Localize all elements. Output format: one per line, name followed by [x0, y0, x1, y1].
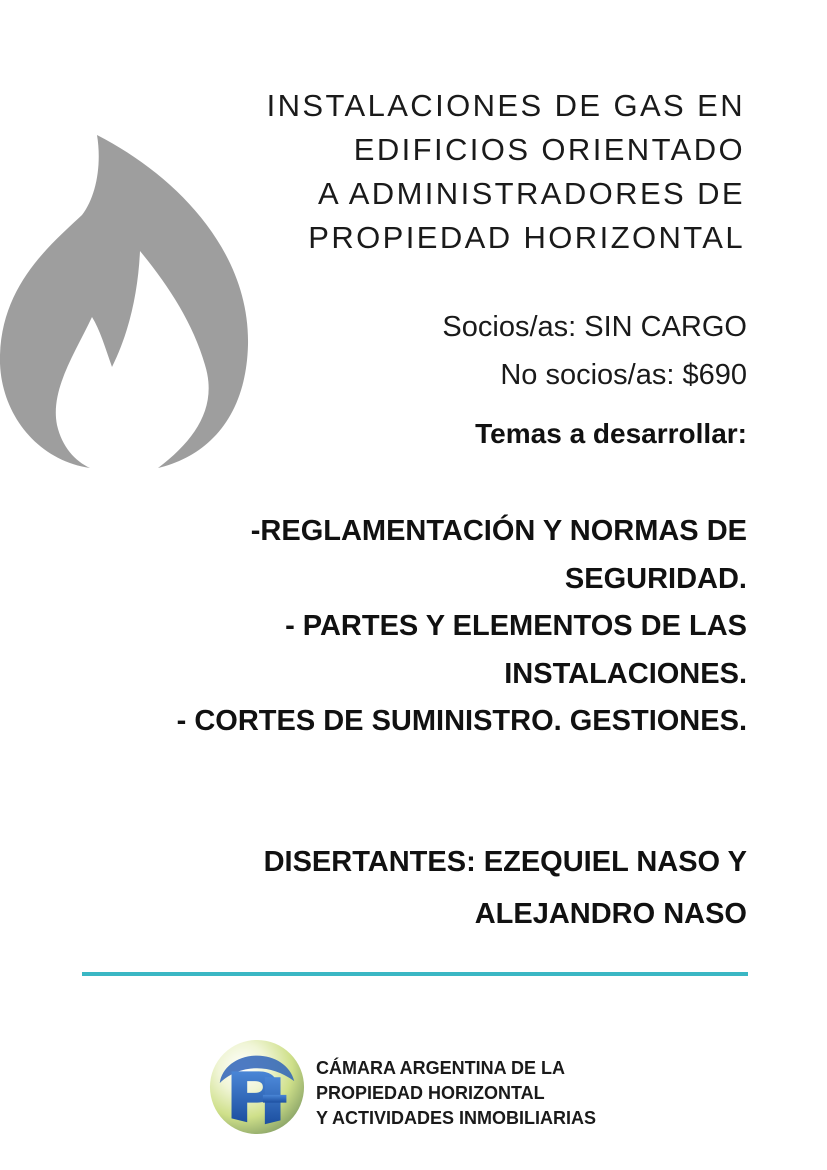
topic-line: INSTALACIONES. — [504, 657, 747, 690]
pricing-block — [247, 303, 747, 399]
event-title — [185, 84, 745, 260]
organization-name — [316, 1056, 676, 1131]
title-line: A ADMINISTRADORES DE — [318, 176, 745, 211]
speakers-line: ALEJANDRO NASO — [474, 898, 747, 930]
speakers-block — [27, 836, 747, 940]
org-line: Y ACTIVIDADES INMOBILIARIAS — [316, 1108, 597, 1128]
topic-line: - PARTES Y ELEMENTOS DE LAS — [285, 610, 747, 642]
org-line: PROPIEDAD HORIZONTAL — [316, 1083, 545, 1103]
title-line: INSTALACIONES DE GAS EN — [266, 88, 745, 123]
cph-logo — [208, 1038, 306, 1136]
topics-heading: Temas a desarrollar: — [475, 418, 747, 449]
topic-line: -REGLAMENTACIÓN Y NORMAS DE — [250, 515, 747, 547]
org-line: CÁMARA ARGENTINA DE LA — [316, 1058, 565, 1078]
title-line: EDIFICIOS ORIENTADO — [353, 132, 745, 167]
non-members-price: No socios/as: $690 — [500, 359, 747, 391]
speakers-line: DISERTANTES: EZEQUIEL NASO Y — [263, 846, 747, 878]
members-price: Socios/as: SIN CARGO — [442, 311, 747, 343]
topics-list — [27, 508, 747, 746]
topic-line: - CORTES DE SUMINISTRO. GESTIONES. — [176, 705, 747, 737]
title-line: PROPIEDAD HORIZONTAL — [308, 220, 745, 255]
divider — [82, 972, 748, 976]
topic-line: SEGURIDAD. — [564, 562, 747, 595]
